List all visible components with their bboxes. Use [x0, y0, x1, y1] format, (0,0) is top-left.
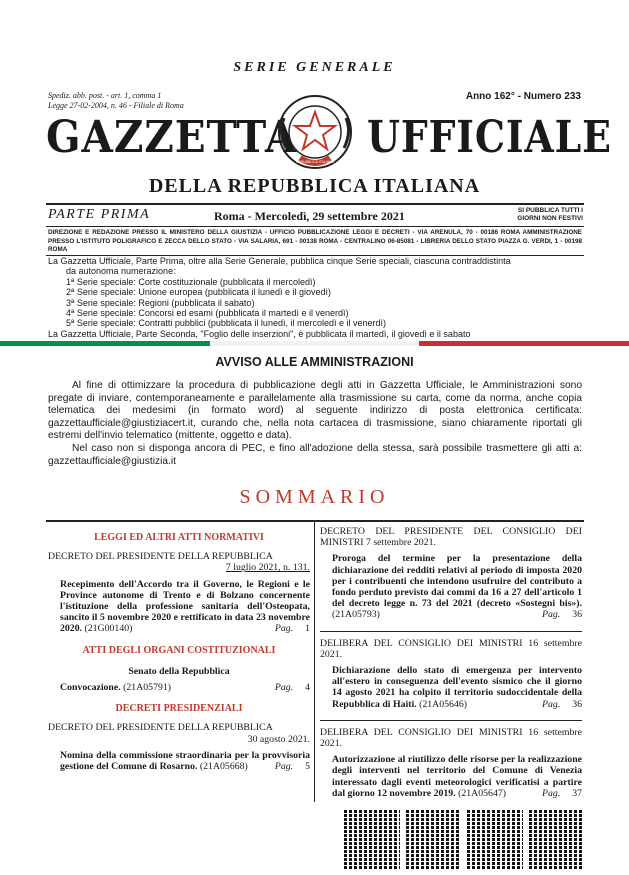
qr-code-icon [342, 810, 400, 870]
serie-label: SERIE GENERALE [233, 60, 396, 75]
intro-block [48, 256, 588, 339]
flag-white [210, 341, 420, 346]
toc-entry[interactable] [48, 551, 310, 634]
sub-heading: Senato della Repubblica [128, 665, 230, 677]
entry-heading: DELIBERA DEL CONSIGLIO DEI MINISTRI 16 settembre 2021. [320, 637, 582, 660]
page-ref: Pag. 1 [274, 623, 310, 635]
section-heading: DECRETI PRESIDENZIALI [115, 703, 243, 715]
barcode-strip [342, 810, 584, 870]
entry-heading: DECRETO DEL PRESIDENTE DELLA REPUBBLICA [48, 722, 273, 734]
avviso-body [48, 380, 582, 468]
avviso-paragraph: Nel caso non si disponga ancora di PEC, e fino all'adozione della stessa, sarà possibile trasmettere gli atti a: gazzettaufficiale@giustizia.it [48, 442, 582, 467]
section-heading: LEGGI ED ALTRI ATTI NORMATIVI [94, 532, 264, 543]
entry-separator [320, 720, 582, 721]
entry-code: (21A05668) [199, 761, 248, 773]
entry-heading: DECRETO DEL PRESIDENTE DEL CONSIGLIO DEI MINISTRI 7 settembre 2021. [320, 526, 582, 549]
toc-entry[interactable] [48, 722, 310, 772]
page-ref: Pag. 37 [541, 787, 582, 799]
avviso-paragraph: Al fine di ottimizzare la procedura di pubblicazione degli atti in Gazzetta Ufficiale, le Amministrazioni sono pregate di inviare, contemporaneamente e parallelamente alla trasmissione su carta, come da norma, anche copia telematica dei medesimi (in formato word) al seguente indirizzo di posta elettronica certificata: gazzettaufficiale@giustiziacert.it, curando che, nella nota cartacea di trasmissione, siano chiaramente riportati gli estremi dell'invio telematico (mittente, oggetto e data). [48, 380, 582, 442]
column-divider [314, 522, 315, 802]
entry-date: 7 luglio 2021, n. 131. [225, 562, 310, 574]
emblem-ribbon-text: REPUBBLICA ITALIANA [295, 160, 335, 164]
entry-code: (21A05646) [419, 698, 467, 710]
sommario-title: SOMMARIO [239, 486, 390, 508]
serie-item: 4ª Serie speciale: Concorsi ed esami (pubblicata il martedì e il venerdì) [66, 308, 349, 319]
spedizione-note: Spediz. abb. post. - art. 1, comma 1 Legge 27-02-2004, n. 46 - Filiale di Roma [48, 91, 184, 110]
qr-code-icon [527, 810, 585, 870]
serie-item: 2ª Serie speciale: Unione europea (pubblicata il lunedì e il giovedì) [66, 287, 331, 298]
header-rule-mid [46, 226, 584, 227]
masthead-subtitle: DELLA REPUBBLICA ITALIANA [148, 175, 481, 197]
entry-heading: DELIBERA DEL CONSIGLIO DEI MINISTRI 16 settembre 2021. [320, 726, 582, 750]
toc-entry[interactable] [48, 664, 310, 693]
parte-label: PARTE PRIMA [48, 207, 151, 222]
masthead-ufficiale: UFFICIALE [367, 112, 612, 163]
tricolor-bar [0, 341, 629, 346]
page-ref: Pag. 36 [541, 698, 582, 710]
avviso-title: AVVISO ALLE AMMINISTRAZIONI [215, 355, 414, 369]
direzione-address: DIREZIONE E REDAZIONE PRESSO IL MINISTERO DELLA GIUSTIZIA - UFFICIO PUBBLICAZIONE LEGGI E DECRETI - VIA ARENULA, 70 - 00186 ROMA AMMINISTRAZIONE PRESSO L'ISTITUTO POLIGRAFICO E ZECCA DELLO STATO - VIA SALARIA, 691 - 00138 ROMA - CENTRALINO 06-85081 - LIBRERIA DELLO STATO PIAZZA G. VERDI, 1 - 00198 ROMA [48, 229, 582, 253]
entry-heading: DECRETO DEL PRESIDENTE DELLA REPUBBLICA [48, 551, 273, 563]
entry-code: (21A05647) [458, 787, 506, 799]
entry-text: Proroga del termine per la presentazione della dichiarazione dei redditi relativi al periodo di imposta 2020 per i contribuenti che intendono usufruire del contributo a fondo perduto previsto dai commi da 16 a 27 dell'articolo 1 del decreto legge n. 73 del 2021 (decreto «Sostegni bis»). (21A05793) Pag. 36 [332, 553, 582, 621]
emblem-icon [272, 88, 358, 174]
entry-separator [320, 631, 582, 632]
toc-entry[interactable] [320, 727, 582, 799]
publication-schedule: SI PUBBLICA TUTTI I GIORNI NON FESTIVI [517, 207, 583, 222]
entry-code: (21G00140) [84, 623, 133, 635]
qr-code-icon [465, 810, 523, 870]
sommario-right-column [320, 526, 582, 809]
page-ref: Pag. 4 [274, 682, 310, 694]
serie-item: 3ª Serie speciale: Regioni (pubblicata il sabato) [66, 297, 255, 308]
page-ref: Pag. 36 [541, 609, 582, 621]
sommario-left-column [48, 526, 310, 782]
page-ref: Pag. 5 [274, 761, 310, 773]
parte-seconda-note: La Gazzetta Ufficiale, Parte Seconda, "Foglio delle inserzioni", è pubblicata il martedì, il giovedì e il sabato [48, 328, 471, 339]
masthead-gazzetta: GAZZETTA [46, 112, 298, 163]
entry-code: (21A05791) [123, 682, 172, 694]
intro-line: da autonoma numerazione: [66, 266, 176, 277]
flag-green [0, 341, 210, 346]
serie-item: 1ª Serie speciale: Corte costituzionale (pubblicata il mercoledì) [66, 276, 316, 287]
sommario-rule [46, 520, 584, 522]
flag-red [419, 341, 629, 346]
toc-entry[interactable] [320, 526, 582, 621]
entry-code: (21A05793) [332, 609, 380, 621]
header-rule-top [46, 203, 584, 205]
entry-text: Dichiarazione dello stato di emergenza per intervento all'estero in conseguenza dell'evento sismico che il giorno 14 agosto 2021 ha colpito il territorio sudoccidentale della Repubblica di Haiti. (21A05646) Pag. 36 [332, 665, 582, 710]
entry-text: Convocazione. (21A05791) Pag. 4 [60, 682, 310, 694]
issue-date: Roma - Mercoledì, 29 settembre 2021 [214, 209, 405, 223]
issue-number: Anno 162° - Numero 233 [465, 91, 581, 102]
entry-text: Recepimento dell'Accordo tra il Governo, le Regioni e le Province autonome di Trento e di Bolzano concernente l'istituzione della professione sanitaria dell'Osteopata, sancito il 5 novembre 2020 e rettificato in data 23 novembre 2020. (21G00140) Pag. 1 [60, 578, 310, 635]
entry-text: Autorizzazione al riutilizzo delle risorse per la realizzazione degli interventi nel territorio del Comune di Venezia interessato dagli eventi meteorologici verificatisi a partire dal giorno 12 novembre 2019. (21A05647) Pag. 37 [332, 754, 582, 799]
toc-entry[interactable] [320, 638, 582, 710]
qr-code-icon [404, 810, 462, 870]
intro-line: La Gazzetta Ufficiale, Parte Prima, oltre alla Serie Generale, pubblica cinque Serie speciali, ciascuna contraddistinta [48, 256, 511, 266]
section-heading: ATTI DEGLI ORGANI COSTITUZIONALI [82, 644, 276, 656]
serie-item: 5ª Serie speciale: Contratti pubblici (pubblicata il lunedì, il mercoledì e il venerdì) [66, 318, 386, 329]
entry-text: Nomina della commissione straordinaria per la provvisoria gestione del Comune di Rosarno. (21A05668) Pag. 5 [60, 749, 310, 773]
entry-date: 30 agosto 2021. [247, 733, 310, 745]
